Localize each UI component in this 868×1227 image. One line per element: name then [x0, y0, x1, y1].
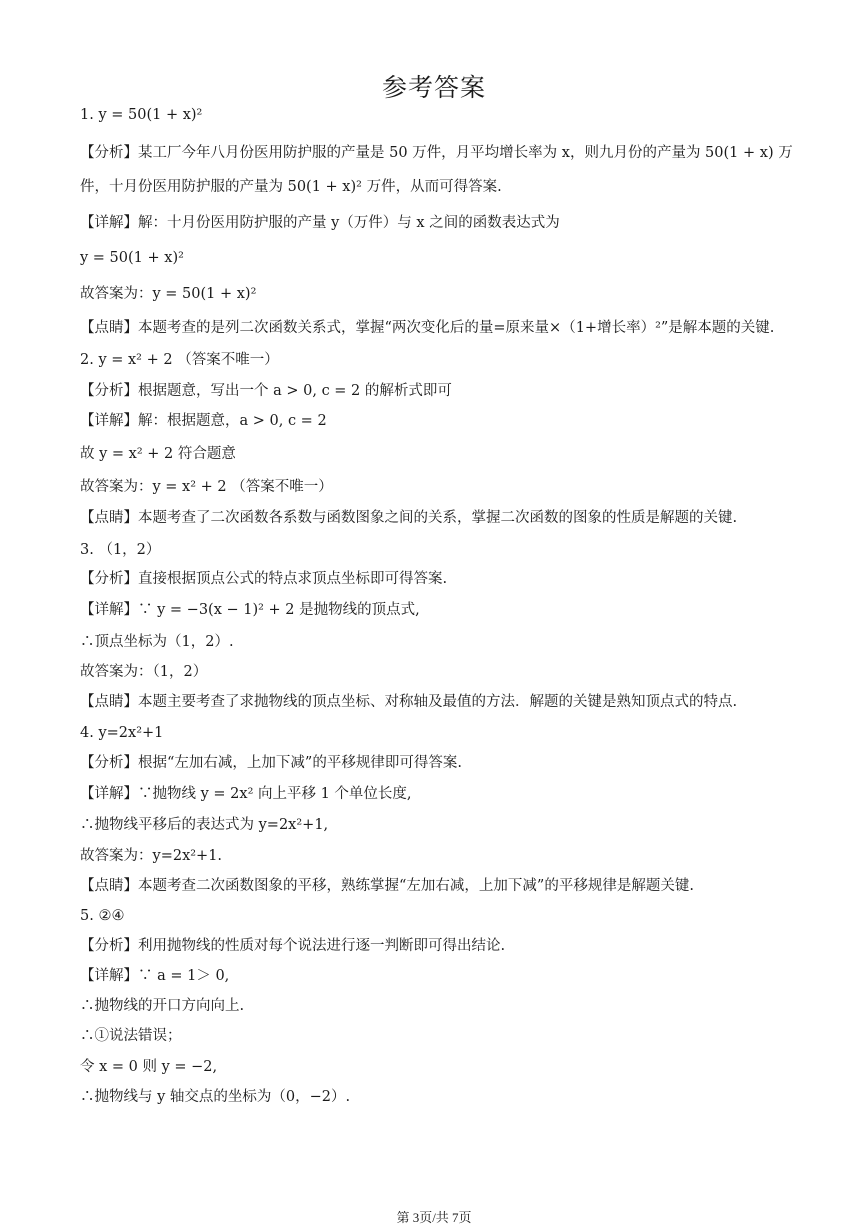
answer-line-9: 【分析】根据题意，写出一个 a > 0, c = 2 的解析式即可 — [80, 383, 452, 399]
answer-line-18: 故答案为：（1，2） — [80, 664, 208, 680]
answer-line-13: 【点睛】本题考查了二次函数各系数与函数图象之间的关系，掌握二次函数的图象的性质是解题的关键. — [80, 510, 738, 526]
answer-line-19: 【点睛】本题主要考查了求抛物线的顶点坐标、对称轴及最值的方法．解题的关键是熟知顶点式的特点. — [80, 694, 738, 710]
answer-line-22: 【详解】∵抛物线 y = 2x² 向上平移 1 个单位长度, — [80, 786, 412, 802]
answer-line-23: ∴抛物线平移后的表达式为 y=2x²+1, — [80, 817, 329, 833]
answer-line-30: ∴①说法错误； — [80, 1028, 182, 1044]
answer-line-12: 故答案为：y = x² + 2 （答案不唯一） — [80, 479, 333, 495]
answer-line-10: 【详解】解：根据题意，a > 0, c = 2 — [80, 413, 327, 429]
answer-line-16: 【详解】∵ y = −3(x − 1)² + 2 是抛物线的顶点式, — [80, 602, 420, 618]
answer-line-1: 1. y = 50(1 + x)² — [80, 107, 203, 123]
answer-line-24: 故答案为：y=2x²+1. — [80, 848, 223, 864]
answer-line-26: 5. ②④ — [80, 908, 125, 924]
page-footer: 第 3页/共 7页 — [396, 1210, 472, 1225]
answer-line-4: 【详解】解：十月份医用防护服的产量 y（万件）与 x 之间的函数表达式为 — [80, 215, 560, 231]
answer-line-28: 【详解】∵ a = 1＞ 0, — [80, 968, 230, 984]
answer-line-21: 【分析】根据“左加右减，上加下减”的平移规律即可得答案. — [80, 755, 462, 771]
answer-line-3: 件，十月份医用防护服的产量为 50(1 + x)² 万件，从而可得答案. — [80, 179, 502, 195]
answer-line-15: 【分析】直接根据顶点公式的特点求顶点坐标即可得答案. — [80, 571, 448, 587]
answer-line-20: 4. y=2x²+1 — [80, 725, 164, 741]
answer-line-2: 【分析】某工厂今年八月份医用防护服的产量是 50 万件，月平均增长率为 x，则九月份的产量为 50(1 + x) 万 — [80, 145, 793, 161]
answer-line-29: ∴抛物线的开口方向向上. — [80, 998, 245, 1014]
answer-line-8: 2. y = x² + 2 （答案不唯一） — [80, 352, 279, 368]
answer-line-6: 故答案为：y = 50(1 + x)² — [80, 286, 257, 302]
answer-line-7: 【点睛】本题考查的是列二次函数关系式，掌握“两次变化后的量=原来量×（1+增长率）²”是解本题的关键. — [80, 320, 775, 336]
answer-line-17: ∴顶点坐标为（1，2）. — [80, 634, 234, 650]
answer-line-27: 【分析】利用抛物线的性质对每个说法进行逐一判断即可得出结论. — [80, 938, 506, 954]
answer-line-32: ∴抛物线与 y 轴交点的坐标为（0，−2）. — [80, 1089, 351, 1105]
answer-line-11: 故 y = x² + 2 符合题意 — [80, 446, 236, 462]
page-title: 参考答案 — [381, 73, 486, 102]
answer-line-14: 3. （1，2） — [80, 542, 161, 558]
answer-line-25: 【点睛】本题考查二次函数图象的平移，熟练掌握“左加右减，上加下减”的平移规律是解题关键. — [80, 878, 694, 894]
answer-line-31: 令 x = 0 则 y = −2, — [80, 1059, 218, 1075]
answer-line-5: y = 50(1 + x)² — [80, 250, 184, 266]
